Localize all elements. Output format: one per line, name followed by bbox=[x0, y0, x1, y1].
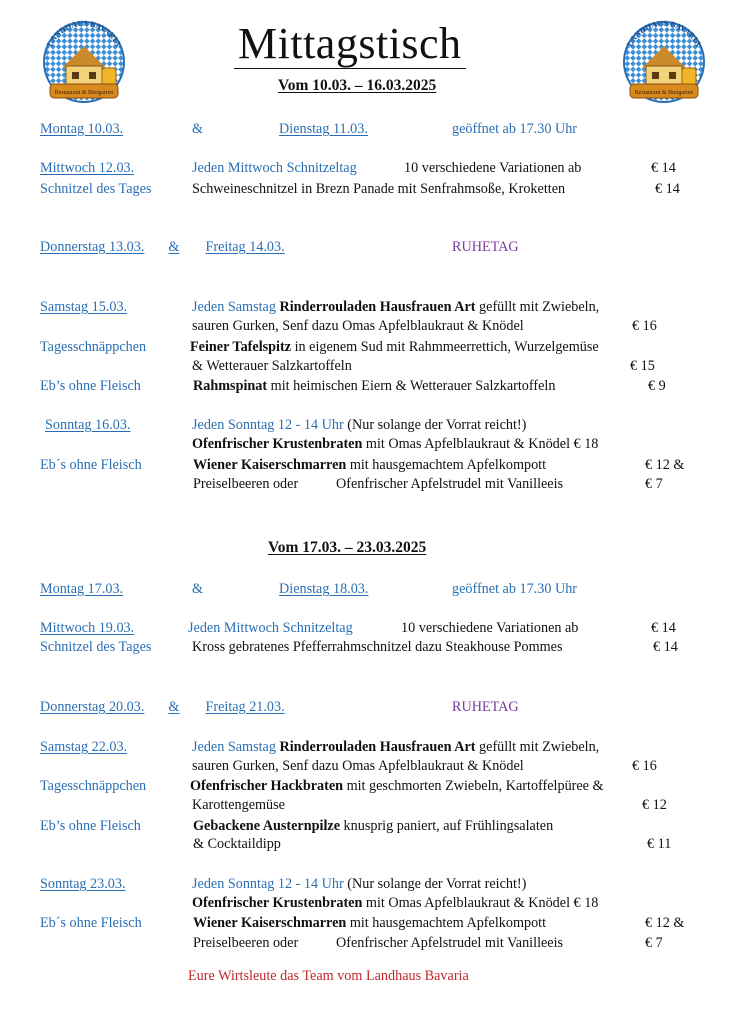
menu-text: Ofenfrischer Krustenbraten mit Omas Apfelblaukraut & Knödel € 18 bbox=[192, 436, 599, 452]
menu-text: Karottengemüse bbox=[192, 797, 285, 813]
menu-text: 10 verschiedene Variationen ab bbox=[401, 620, 579, 636]
opening-note: geöffnet ab 17.30 Uhr bbox=[452, 581, 578, 597]
menu-text: Ofenfrischer Apfelstrudel mit Vanilleeis bbox=[336, 935, 564, 951]
menu-text: Jeden Samstag Rinderrouladen Hausfrauen Art gefüllt mit Zwiebeln, bbox=[192, 739, 600, 755]
menu-text: 10 verschiedene Variationen ab bbox=[404, 160, 582, 176]
day-label: Montag 17.03. bbox=[40, 581, 124, 597]
menu-text: Feiner Tafelspitz in eigenem Sud mit Rahmmeerrettich, Wurzelgemüse bbox=[190, 339, 599, 355]
footer-signature: Eure Wirtsleute das Team vom Landhaus Bavaria bbox=[188, 968, 469, 984]
price: € 14 bbox=[653, 639, 678, 655]
day-label: Sonntag 16.03. bbox=[45, 417, 131, 433]
ampersand: & bbox=[192, 121, 204, 137]
day-label: Mittwoch 19.03. bbox=[40, 620, 135, 636]
closed-note: RUHETAG bbox=[452, 239, 519, 255]
logo-right bbox=[616, 10, 712, 114]
category-label: Eb’s ohne Fleisch bbox=[40, 378, 141, 394]
price: € 16 bbox=[632, 318, 657, 334]
price: € 9 bbox=[648, 378, 666, 394]
menu-text: Wiener Kaiserschmarren mit hausgemachtem Apfelkompott bbox=[193, 457, 547, 473]
price: € 11 bbox=[647, 836, 672, 852]
price: € 7 bbox=[645, 935, 663, 951]
day-label: Mittwoch 12.03. bbox=[40, 160, 135, 176]
menu-text: Rahmspinat mit heimischen Eiern & Wetterauer Salzkartoffeln bbox=[193, 378, 556, 394]
day-label: Montag 10.03. bbox=[40, 121, 124, 137]
category-label: Tagesschnäppchen bbox=[40, 339, 147, 355]
menu-text: Ofenfrischer Hackbraten mit geschmorten Zwiebeln, Kartoffelpüree & bbox=[190, 778, 604, 794]
logo-arc-text: LANDHAUS BAVARIA bbox=[44, 18, 124, 49]
day-label: Dienstag 11.03. bbox=[279, 121, 368, 137]
menu-text: Jeden Mittwoch Schnitzeltag bbox=[188, 620, 353, 636]
day-label: Dienstag 18.03. bbox=[279, 581, 369, 597]
closed-note: RUHETAG bbox=[452, 699, 519, 715]
price: € 12 & bbox=[645, 915, 685, 931]
day-label: Donnerstag 13.03. & Freitag 14.03. bbox=[40, 239, 285, 255]
price: € 16 bbox=[632, 758, 657, 774]
menu-text: Kross gebratenes Pfefferrahmschnitzel dazu Steakhouse Pommes bbox=[192, 639, 563, 655]
category-label: Schnitzel des Tages bbox=[40, 639, 152, 655]
menu-text: Jeden Sonntag 12 - 14 Uhr (Nur solange der Vorrat reicht!) bbox=[192, 417, 527, 433]
logo-banner-text: Restaurant & Biergarten bbox=[634, 90, 694, 96]
day-label: Samstag 22.03. bbox=[40, 739, 128, 755]
menu-text: Preiselbeeren oder bbox=[193, 476, 299, 492]
category-label: Eb´s ohne Fleisch bbox=[40, 457, 142, 473]
menu-text: Gebackene Austernpilze knusprig paniert, auf Frühlingsalaten bbox=[193, 818, 554, 834]
week-range: Vom 10.03. – 16.03.2025 bbox=[278, 77, 437, 94]
category-label: Eb’s ohne Fleisch bbox=[40, 818, 141, 834]
menu-text: Ofenfrischer Apfelstrudel mit Vanilleeis bbox=[336, 476, 564, 492]
day-label: Sonntag 23.03. bbox=[40, 876, 126, 892]
opening-note: geöffnet ab 17.30 Uhr bbox=[452, 121, 578, 137]
category-label: Tagesschnäppchen bbox=[40, 778, 147, 794]
menu-text: Jeden Sonntag 12 - 14 Uhr (Nur solange der Vorrat reicht!) bbox=[192, 876, 527, 892]
page-title: Mittagstisch bbox=[234, 20, 466, 69]
category-label: Schnitzel des Tages bbox=[40, 181, 152, 197]
menu-text: Schweineschnitzel in Brezn Panade mit Senfrahmsoße, Kroketten bbox=[192, 181, 566, 197]
menu-text: & Cocktaildipp bbox=[193, 836, 281, 852]
price: € 14 bbox=[655, 181, 680, 197]
menu-text: Jeden Mittwoch Schnitzeltag bbox=[192, 160, 357, 176]
price: € 14 bbox=[651, 160, 676, 176]
price: € 12 bbox=[642, 797, 667, 813]
menu-text: sauren Gurken, Senf dazu Omas Apfelblaukraut & Knödel bbox=[192, 758, 524, 774]
week-range: Vom 17.03. – 23.03.2025 bbox=[268, 539, 427, 556]
price: € 12 & bbox=[645, 457, 685, 473]
price: € 7 bbox=[645, 476, 663, 492]
logo-banner-text: Restaurant & Biergarten bbox=[54, 90, 114, 96]
menu-text: Preiselbeeren oder bbox=[193, 935, 299, 951]
menu-text: Jeden Samstag Rinderrouladen Hausfrauen Art gefüllt mit Zwiebeln, bbox=[192, 299, 600, 315]
price: € 15 bbox=[630, 358, 655, 374]
menu-text: Ofenfrischer Krustenbraten mit Omas Apfelblaukraut & Knödel € 18 bbox=[192, 895, 599, 911]
day-label: Samstag 15.03. bbox=[40, 299, 128, 315]
menu-text: & Wetterauer Salzkartoffeln bbox=[192, 358, 352, 374]
day-label: Donnerstag 20.03. & Freitag 21.03. bbox=[40, 699, 285, 715]
price: € 14 bbox=[651, 620, 676, 636]
logo-arc-text: LANDHAUS BAVARIA bbox=[624, 18, 704, 49]
category-label: Eb´s ohne Fleisch bbox=[40, 915, 142, 931]
menu-text: Wiener Kaiserschmarren mit hausgemachtem Apfelkompott bbox=[193, 915, 547, 931]
logo-left bbox=[36, 10, 132, 114]
menu-text: sauren Gurken, Senf dazu Omas Apfelblaukraut & Knödel bbox=[192, 318, 524, 334]
ampersand: & bbox=[192, 581, 204, 597]
